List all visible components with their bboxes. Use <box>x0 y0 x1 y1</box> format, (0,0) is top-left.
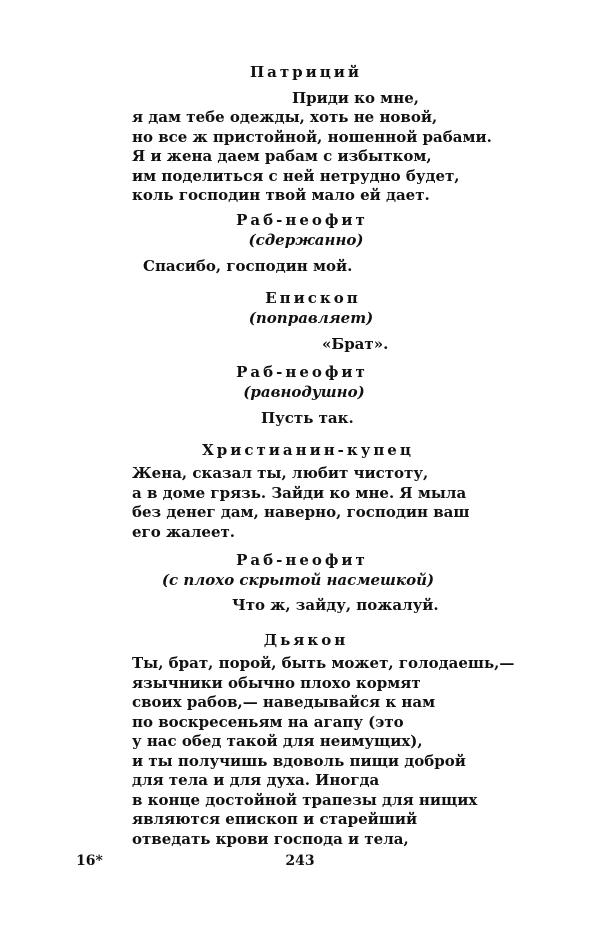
stage-direction: (сдержанно) <box>248 231 364 249</box>
verse-line: являются епископ и старейший <box>132 810 418 828</box>
verse-line-indented: Пусть так. <box>261 409 354 427</box>
speaker-name: Епископ <box>265 289 361 307</box>
verse-line: у нас обед такой для неимущих), <box>132 732 423 750</box>
speaker-name: Дьякон <box>263 631 349 649</box>
verse-line: но все ж пристойной, ношенной рабами. <box>132 127 492 146</box>
verse-line: коль господин твой мало ей дает. <box>132 186 430 204</box>
verse-line: им поделиться с ней нетрудно будет, <box>132 166 460 185</box>
verse-line: Жена, сказал ты, любит чистоту, <box>132 464 429 482</box>
verse-line: без денег дам, наверно, господин ваш <box>132 503 470 521</box>
verse-line: язычники обычно плохо кормят <box>132 673 421 692</box>
verse-stanza <box>132 108 492 206</box>
verse-line: я дам тебе одежды, хоть не новой, <box>132 108 438 126</box>
verse-line: его жалеет. <box>132 522 236 541</box>
verse-line: в конце достойной трапезы для нищих <box>132 790 478 809</box>
verse-line: для тела и для духа. Иногда <box>132 771 380 789</box>
verse-line-indented: «Брат». <box>322 335 389 353</box>
page-number: 243 <box>285 853 315 869</box>
verse-line-indented: Приди ко мне, <box>292 89 419 107</box>
verse-line: отведать крови господа и тела, <box>132 829 409 848</box>
speaker-name: Раб-неофит <box>236 363 368 381</box>
stage-direction: (поправляет) <box>248 309 374 327</box>
verse-line: а в доме грязь. Зайди ко мне. Я мыла <box>132 483 467 502</box>
speaker-name: Христианин-купец <box>202 441 414 459</box>
verse-stanza <box>132 464 470 542</box>
signature-mark: 16* <box>76 853 103 869</box>
stage-direction: (с плохо скрытой насмешкой) <box>161 571 435 589</box>
verse-line: и ты получишь вдоволь пищи доброй <box>132 751 466 770</box>
verse-line: Ты, брат, порой, быть может, голодаешь,— <box>132 654 515 672</box>
verse-stanza <box>132 654 514 849</box>
verse-line-indented: Что ж, зайду, пожалуй. <box>232 596 439 614</box>
stage-direction: (равнодушно) <box>243 383 365 401</box>
verse-line: по воскресеньям на агапу (это <box>132 712 404 731</box>
verse-line: своих рабов,— наведывайся к нам <box>132 693 436 711</box>
speaker-name: Раб-неофит <box>236 211 368 229</box>
speaker-name: Раб-неофит <box>236 551 368 569</box>
verse-line: Я и жена даем рабам с избытком, <box>132 147 432 165</box>
speaker-name: Патриций <box>249 63 363 81</box>
verse-line: Спасибо, господин мой. <box>143 257 353 275</box>
